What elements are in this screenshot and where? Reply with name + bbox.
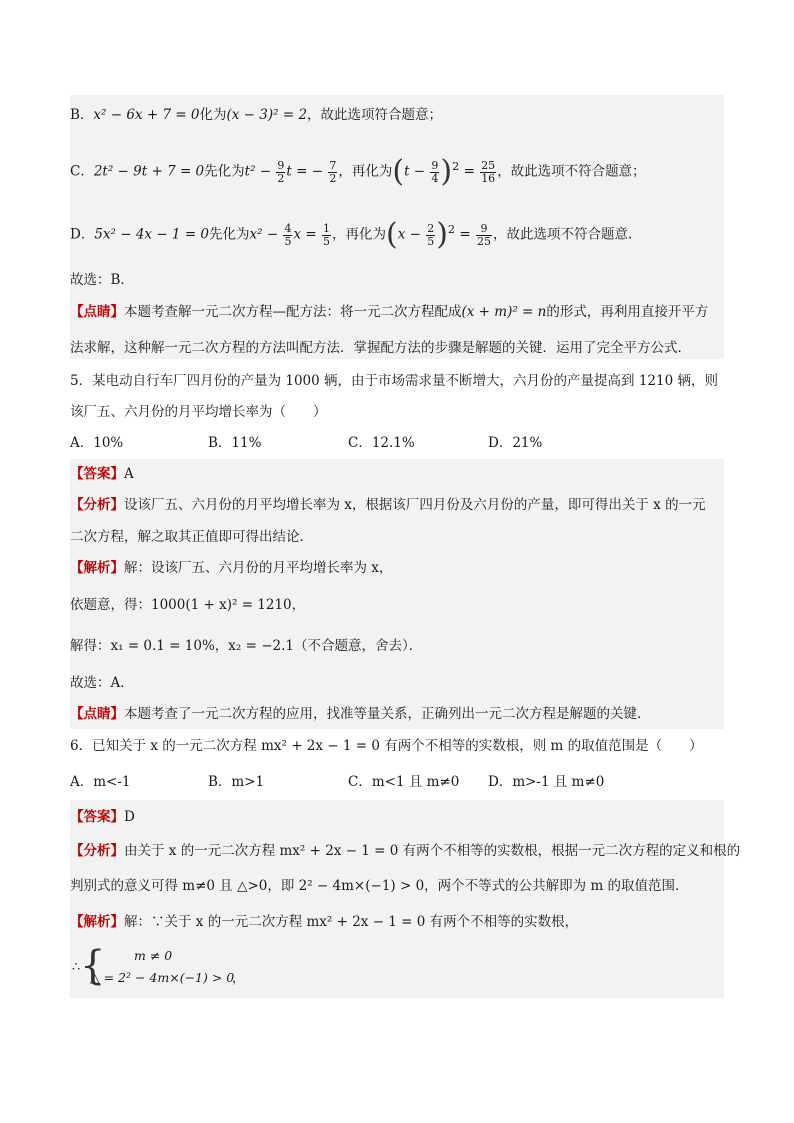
question-5-options	[70, 434, 724, 452]
q5-choose: 故选：A．	[70, 675, 134, 691]
q5-solution-2: 依题意，得：1000(1 + x)² = 1210，	[70, 597, 306, 613]
q5-solution: 【解析】解：设该厂五、六月份的月平均增长率为 x，	[70, 560, 393, 576]
option-d: D．m>-1 且 m≠0	[488, 774, 605, 790]
question-5-stem: 5．某电动自行车厂四月份的产量为 1000 辆，由于市场需求量不断增大，六月份的产量提高到 1210 辆，则	[70, 373, 718, 389]
fraction: $\frac{4}{5}$	[284, 221, 292, 248]
option-c: C．m<1 且 m≠0	[348, 774, 460, 790]
option-b-line: B．x² − 6x + 7 = 0化为(x − 3)² = 2，故此选项符合题意；	[70, 107, 443, 123]
q5-solution-3: 解得：x₁ = 0.1 = 10%，x₂ = −2.1（不合题意，舍去）．	[70, 638, 423, 654]
q6-answer: 【答案】D	[70, 809, 135, 825]
fraction: $\frac{25}{16}$	[481, 158, 496, 185]
option-d-line: D．5x² − 4x − 1 = 0先化为x² − $\frac{4}{5}$ x = $\frac{1}{5}$ ，再化为(x − $\frac{2}{5}$ )$^2$ = $\frac{9}{25}$ ，故此选项不符合题意.	[70, 217, 633, 252]
dianjing-line-2: 法求解，这种解一元二次方程的方法叫配方法．掌握配方法的步骤是解题的关键．运用了完全平方公式．	[70, 340, 691, 356]
option-b: B．m>1	[208, 774, 265, 790]
q5-answer: 【答案】A	[70, 466, 134, 482]
option-a: A．m<-1	[70, 774, 131, 790]
inequality-system: ∴ { m ≠ 0 △ = 2² − 4m×(−1) > 0 ，	[72, 943, 245, 989]
q5-analysis-2: 二次方程，解之取其正值即可得出结论．	[70, 529, 313, 545]
q6-solution: 【解析】解：∵关于 x 的一元二次方程 mx² + 2x − 1 = 0 有两个不相等的实数根，	[70, 914, 579, 930]
fraction: $\frac{9}{4}$	[431, 158, 439, 185]
choose-line: 故选：B．	[70, 272, 134, 288]
fraction: $\frac{9}{25}$	[477, 221, 491, 248]
option-c: C．12.1%	[348, 435, 415, 451]
dianjing-line: 【点睛】本题考查解一元二次方程—配方法：将一元二次方程配成(x + m)² = n的形式，再利用直接开平方	[70, 304, 709, 320]
fraction: $\frac{7}{2}$	[329, 158, 337, 185]
left-brace-icon: {	[80, 943, 106, 989]
fraction: $\frac{9}{2}$	[277, 158, 285, 185]
q6-analysis-2: 判别式的意义可得 m≠0 且 △>0，即 2² − 4m×(−1) > 0，两个不等式的公共解即为 m 的取值范围．	[70, 878, 689, 894]
fraction: $\frac{1}{5}$	[322, 221, 330, 248]
question-6-options	[70, 773, 724, 791]
q5-dianjing: 【点睛】本题考查了一元二次方程的应用，找准等量关系，正确列出一元二次方程是解题的关键．	[70, 706, 651, 722]
fraction: $\frac{2}{5}$	[427, 221, 435, 248]
option-d: D．21%	[488, 435, 543, 451]
option-c-line: C．2t² − 9t + 7 = 0先化为t² − $\frac{9}{2}$ t = − $\frac{7}{2}$ ，再化为(t − $\frac{9}{4}$ )$^2$ = $\frac{25}{16}$ ，故此选项不符合题意；	[70, 154, 646, 189]
question-6-stem: 6．已知关于 x 的一元二次方程 mx² + 2x − 1 = 0 有两个不相等的实数根，则 m 的取值范围是（ ）	[70, 738, 703, 754]
option-a: A．10%	[70, 435, 124, 451]
question-5-stem-2: 该厂五、六月份的月平均增长率为（ ）	[70, 404, 327, 420]
q6-analysis: 【分析】由关于 x 的一元二次方程 mx² + 2x − 1 = 0 有两个不相等的实数根，根据一元二次方程的定义和根的	[70, 843, 741, 859]
q5-analysis: 【分析】设该厂五、六月份的月平均增长率为 x，根据该厂四月份及六月份的产量，即可得出关于 x 的一元	[70, 497, 706, 513]
option-b: B．11%	[208, 435, 262, 451]
